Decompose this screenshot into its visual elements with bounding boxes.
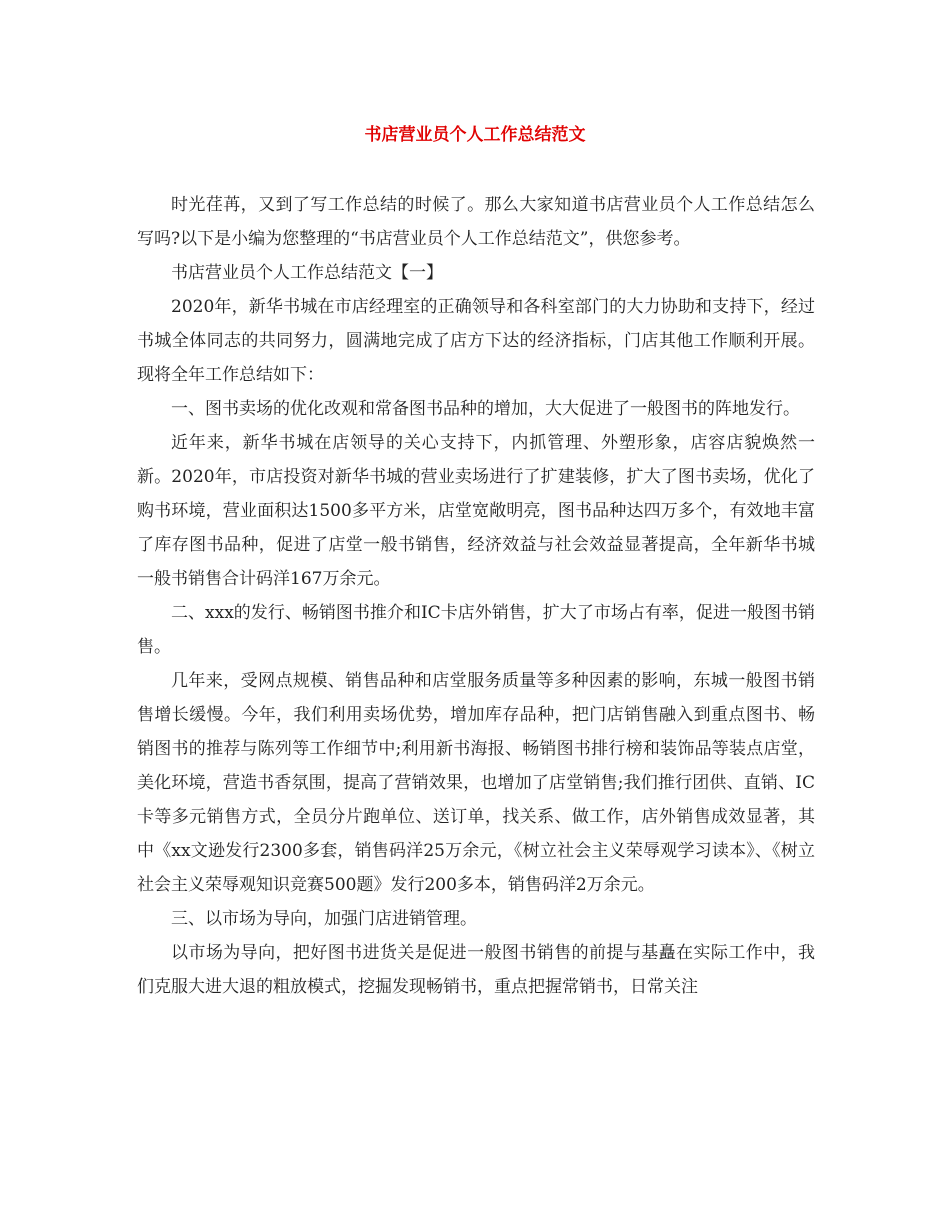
document-body (137, 188, 815, 1004)
paragraph-intro: 时光荏苒，又到了写工作总结的时候了。那么大家知道书店营业员个人工作总结怎么写吗?以下是小编为您整理的“书店营业员个人工作总结范文”，供您参考。 (137, 195, 815, 249)
paragraph: 2020年，新华书城在市店经理室的正确领导和各科室部门的大力协助和支持下，经过书城全体同志的共同努力，圆满地完成了店方下达的经济指标，门店其他工作顺利开展。现将全年工作总结如下： (137, 297, 815, 385)
paragraph: 几年来，受网点规模、销售品种和店堂服务质量等多种因素的影响，东城一般图书销售增长缓慢。今年，我们利用卖场优势，增加库存品种，把门店销售融入到重点图书、畅销图书的推荐与陈列等工作细节中;利用新书海报、畅销图书排行榜和装饰品等装点店堂，美化环境，营造书香氛围，提高了营销效果，也增加了店堂销售;我们推行团供、直销、IC卡等多元销售方式，全员分片跑单位、送订单，找关系、做工作，店外销售成效显著，其中《xx文逊发行2300多套，销售码洋25万余元，《树立社会主义荣辱观学习读本》、《树立社会主义荣辱观知识竞赛500题》发行200多本，销售码洋2万余元。 (137, 671, 815, 895)
paragraph-point-heading: 一、图书卖场的优化改观和常备图书品种的增加，大大促进了一般图书的阵地发行。 (171, 399, 800, 419)
paragraph: 近年来，新华书城在店领导的关心支持下，内抓管理、外塑形象，店容店貌焕然一新。2020年，市店投资对新华书城的营业卖场进行了扩建装修，扩大了图书卖场，优化了购书环境，营业面积达1500多平方米，店堂宽敞明亮，图书品种达四万多个，有效地丰富了库存图书品种，促进了店堂一般书销售，经济效益与社会效益显著提高，全年新华书城一般书销售合计码洋167万余元。 (137, 433, 815, 589)
paragraph-section-heading: 书店营业员个人工作总结范文【一】 (171, 263, 443, 283)
paragraph: 以市场为导向，把好图书进货关是促进一般图书销售的前提与基矗在实际工作中，我们克服大进大退的粗放模式，挖掘发现畅销书，重点把握常销书，日常关注 (137, 943, 815, 997)
document-title: 书店营业员个人工作总结范文 (364, 125, 586, 145)
paragraph-point-heading: 三、以市场为导向，加强门店进销管理。 (171, 909, 477, 929)
paragraph-point-heading: 二、xxx的发行、畅销图书推介和IC卡店外销售，扩大了市场占有率，促进一般图书销售。 (137, 603, 815, 657)
